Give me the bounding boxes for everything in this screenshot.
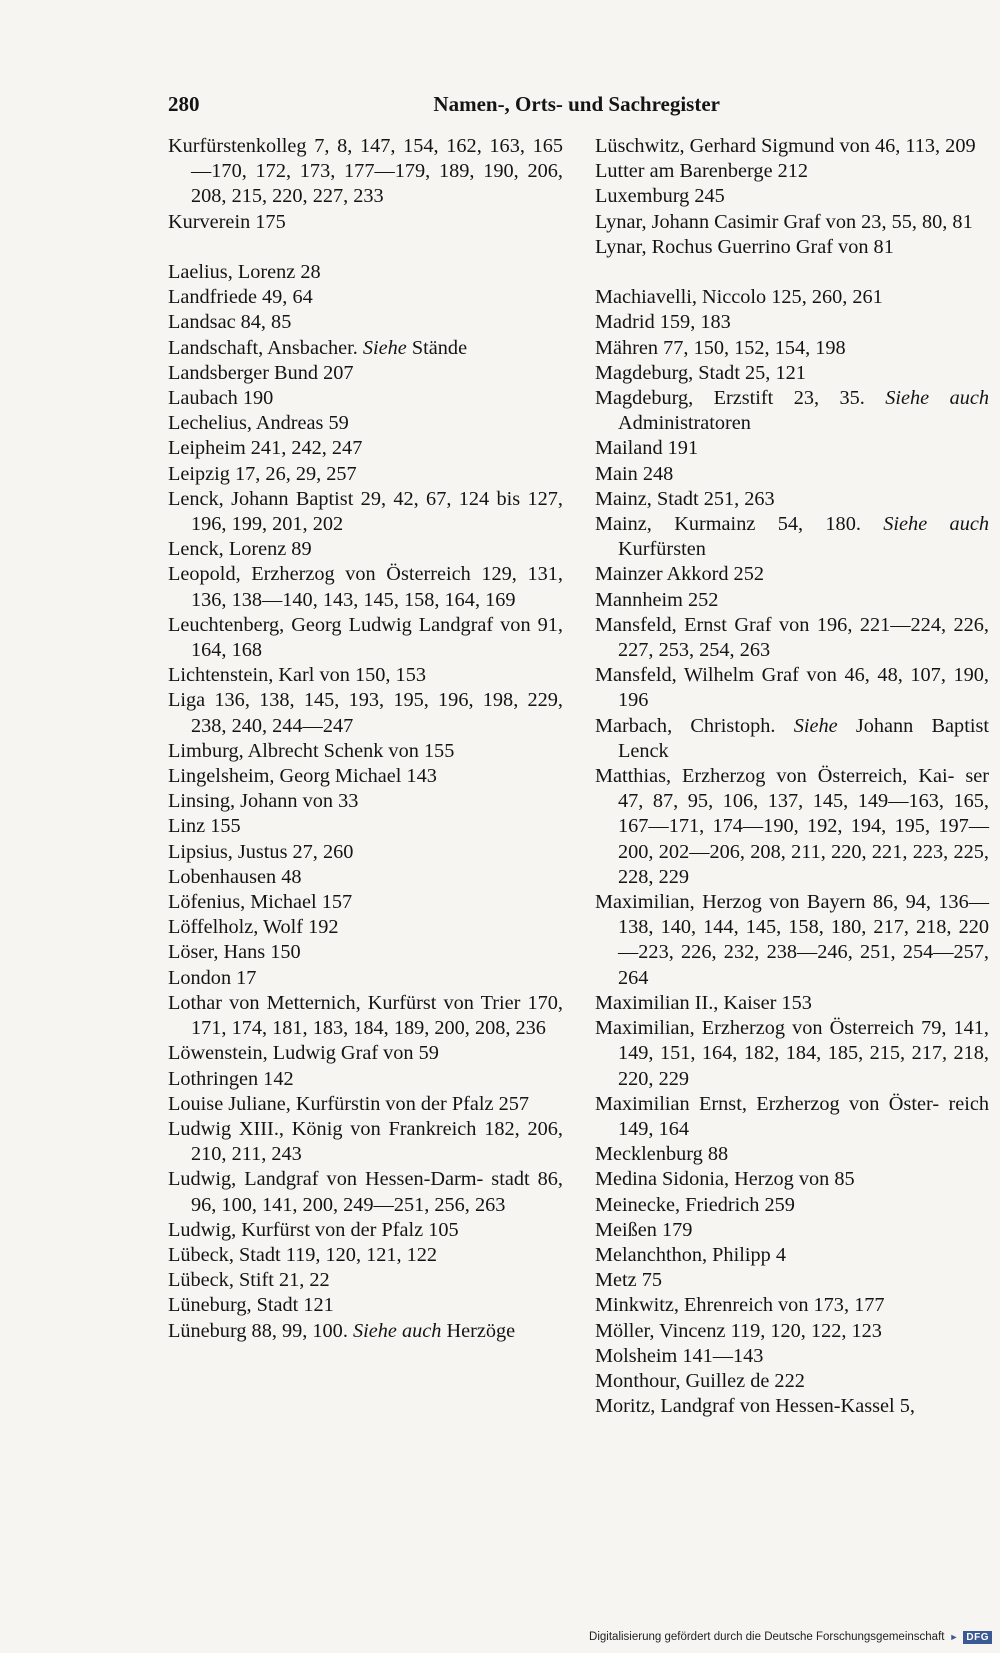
cross-reference-label: Siehe auch — [885, 387, 990, 410]
index-entry-text: Linsing, Johann von 33 — [168, 790, 359, 813]
index-entry — [168, 361, 563, 386]
show-through-text — [410, 58, 414, 78]
index-entry — [168, 134, 563, 210]
cross-reference-target: Herzöge — [446, 1319, 516, 1342]
index-entry — [595, 159, 989, 184]
index-entry — [595, 1092, 989, 1142]
index-entry-text: Landsac 84, 85 — [168, 311, 292, 334]
index-entry-text: Löwenstein, Ludwig Graf von 59 — [168, 1042, 439, 1065]
index-entry — [595, 487, 989, 512]
index-entry — [168, 688, 563, 738]
index-entry — [595, 210, 989, 235]
index-entry-text: Luxemburg 245 — [595, 185, 725, 208]
index-entry — [168, 890, 563, 915]
index-entry — [595, 386, 989, 436]
index-entry-text: Landfriede 49, 64 — [168, 286, 313, 309]
arrow-icon: ► — [949, 1632, 959, 1642]
index-entry-text: Mainzer Akkord 252 — [595, 563, 764, 586]
cross-reference-label: Siehe auch — [352, 1319, 442, 1342]
index-entry-text: Löffelholz, Wolf 192 — [168, 916, 339, 939]
index-entry-text: Mailand 191 — [595, 437, 699, 460]
index-entry — [595, 588, 989, 613]
index-entry-text: Maximilian II., Kaiser 153 — [595, 991, 812, 1014]
index-entry-text: Löfenius, Michael 157 — [168, 891, 353, 914]
index-entry — [595, 1293, 989, 1318]
index-entry-text: Magdeburg, Stadt 25, 121 — [595, 361, 806, 384]
index-entry — [168, 562, 563, 612]
index-entry — [168, 940, 563, 965]
index-entry — [168, 260, 563, 285]
index-entry-text: Landschaft, Ansbacher. — [168, 336, 358, 359]
index-entry-text: Lüneburg, Stadt 121 — [168, 1294, 334, 1317]
index-entry — [168, 915, 563, 940]
index-entry-text: Möller, Vincenz 119, 120, 122, 123 — [595, 1319, 882, 1342]
index-entry — [595, 1268, 989, 1293]
index-entry-text: Monthour, Guillez de 222 — [595, 1369, 805, 1392]
index-entry — [168, 764, 563, 789]
index-entry — [595, 462, 989, 487]
index-entry-text: Kurverein 175 — [168, 210, 286, 233]
index-entry — [168, 210, 563, 235]
index-entry-text: Kurfürstenkolleg 7, 8, 147, 154, 162, 163, 165—170, 172, 173, 177—179, 189, 190, 206, 208, 215, 220, 227, 233 — [168, 135, 563, 208]
index-entry-text: Limburg, Albrecht Schenk von 155 — [168, 739, 455, 762]
index-entry-text: Lynar, Johann Casimir Graf von 23, 55, 80, 81 — [595, 210, 973, 233]
index-entry-text: Lothar von Metternich, Kurfürst von Trier 170, 171, 174, 181, 183, 184, 189, 200, 208, 236 — [168, 991, 563, 1040]
index-column-left — [168, 134, 563, 1344]
index-entry — [595, 1369, 989, 1394]
index-entry-text: Lenck, Johann Baptist 29, 42, 67, 124 bis 127, 196, 199, 201, 202 — [168, 487, 563, 536]
index-entry-text: Main 248 — [595, 462, 674, 485]
index-entry — [595, 1344, 989, 1369]
index-entry — [595, 764, 989, 890]
index-entry — [595, 361, 989, 386]
index-entry-text: Lechelius, Andreas 59 — [168, 412, 349, 435]
index-entry-text: Leipzig 17, 26, 29, 257 — [168, 462, 357, 485]
cross-reference-label: Siehe — [362, 336, 407, 359]
index-entry — [168, 1319, 563, 1344]
index-entry-text: Landsberger Bund 207 — [168, 361, 354, 384]
index-entry — [595, 991, 989, 1016]
index-entry-text: Ludwig, Kurfürst von der Pfalz 105 — [168, 1218, 459, 1241]
index-entry-text: Ludwig, Landgraf von Hessen-Darm- stadt 86, 96, 100, 141, 200, 249—251, 256, 263 — [168, 1168, 563, 1216]
index-entry-text: Lüschwitz, Gerhard Sigmund von 46, 113, 209 — [595, 135, 976, 157]
index-entry — [595, 1167, 989, 1192]
index-entry — [595, 1193, 989, 1218]
index-entry-text: Lübeck, Stift 21, 22 — [168, 1269, 330, 1292]
index-entry-text: Moritz, Landgraf von Hessen-Kassel 5, — [595, 1395, 915, 1418]
index-entry — [595, 310, 989, 335]
index-entry-text: London 17 — [168, 966, 257, 989]
index-entry — [595, 1142, 989, 1167]
index-entry — [168, 1293, 563, 1318]
index-entry-text: Maximilian, Herzog von Bayern 86, 94, 136—138, 140, 144, 145, 158, 180, 217, 218, 220—223, 226, 232, 238—246, 251, 254—257, 264 — [595, 891, 989, 989]
index-entry — [168, 739, 563, 764]
index-entry — [595, 613, 989, 663]
index-entry — [168, 411, 563, 436]
index-entry-text: Lynar, Rochus Guerrino Graf von 81 — [595, 235, 894, 258]
dfg-logo: DFG — [963, 1631, 992, 1644]
index-entry — [168, 336, 563, 361]
index-entry-text: Linz 155 — [168, 815, 241, 838]
index-entry-text: Molsheim 141—143 — [595, 1344, 764, 1367]
index-entry — [595, 336, 989, 361]
page-number: 280 — [168, 92, 200, 116]
cross-reference-target: Kurfürsten — [618, 538, 706, 561]
index-entry — [595, 235, 989, 260]
index-entry — [168, 840, 563, 865]
index-entry — [168, 663, 563, 688]
index-entry — [168, 1268, 563, 1293]
index-entry-text: Lüneburg 88, 99, 100. — [168, 1319, 348, 1342]
digitization-footer — [589, 1629, 992, 1645]
index-entry-text: Melanchthon, Philipp 4 — [595, 1243, 786, 1266]
index-entry-text: Mecklenburg 88 — [595, 1143, 729, 1166]
index-entry-text: Mansfeld, Wilhelm Graf von 46, 48, 107, 190, 196 — [595, 664, 989, 712]
index-entry — [168, 1092, 563, 1117]
index-entry — [168, 487, 563, 537]
index-entry — [595, 714, 989, 764]
index-entry — [168, 814, 563, 839]
index-entry-text: Leuchtenberg, Georg Ludwig Landgraf von 91, 164, 168 — [168, 613, 563, 662]
index-entry — [168, 789, 563, 814]
cross-reference-label: Siehe auch — [883, 513, 989, 536]
index-entry — [595, 1218, 989, 1243]
index-entry-text: Mainz, Stadt 251, 263 — [595, 487, 775, 510]
index-entry — [595, 1016, 989, 1092]
index-entry-text: Lobenhausen 48 — [168, 865, 302, 888]
index-entry — [168, 1067, 563, 1092]
cross-reference-target: Administratoren — [618, 412, 751, 435]
index-entry-text: Leopold, Erzherzog von Österreich 129, 131, 136, 138—140, 143, 145, 158, 164, 169 — [168, 563, 563, 611]
index-entry-text: Lipsius, Justus 27, 260 — [168, 840, 354, 863]
index-entry — [595, 436, 989, 461]
index-entry — [168, 1243, 563, 1268]
index-entry-text: Mansfeld, Ernst Graf von 196, 221—224, 226, 227, 253, 254, 263 — [595, 613, 989, 662]
index-entry-text: Maximilian, Erzherzog von Österreich 79, 141, 149, 151, 164, 182, 184, 185, 215, 217, 218, 220, 229 — [595, 1017, 989, 1090]
index-entry — [595, 134, 989, 159]
index-entry-text: Minkwitz, Ehrenreich von 173, 177 — [595, 1294, 885, 1317]
cross-reference-target: Stände — [411, 336, 468, 359]
index-entry-text: Lingelsheim, Georg Michael 143 — [168, 765, 437, 788]
index-entry — [168, 966, 563, 991]
index-entry — [168, 1117, 563, 1167]
index-entry-text: Louise Juliane, Kurfürstin von der Pfalz 257 — [168, 1092, 530, 1115]
index-entry-text: Lichtenstein, Karl von 150, 153 — [168, 664, 426, 687]
running-head: Namen-, Orts- und Sachregister — [433, 92, 720, 116]
index-entry-text: Meinecke, Friedrich 259 — [595, 1193, 795, 1216]
index-entry — [595, 1243, 989, 1268]
index-entry-text: Lutter am Barenberge 212 — [595, 160, 809, 183]
index-entry — [595, 285, 989, 310]
cross-reference-target: Johann Baptist Lenck — [618, 714, 989, 762]
index-entry-text: Mannheim 252 — [595, 588, 719, 611]
index-entry-text: Lothringen 142 — [168, 1067, 294, 1090]
index-entry-text: Marbach, Christoph. — [595, 714, 776, 737]
page-header — [168, 92, 720, 120]
index-entry — [168, 991, 563, 1041]
index-entry — [168, 386, 563, 411]
index-entry-text: Medina Sidonia, Herzog von 85 — [595, 1168, 855, 1191]
index-entry — [168, 285, 563, 310]
index-entry-text: Mainz, Kurmainz 54, 180. — [595, 513, 861, 536]
index-entry-text: Löser, Hans 150 — [168, 941, 301, 964]
index-entry-text: Leipheim 241, 242, 247 — [168, 437, 363, 460]
index-entry — [168, 436, 563, 461]
index-entry-text: Madrid 159, 183 — [595, 311, 731, 334]
index-entry — [168, 310, 563, 335]
index-entry — [168, 865, 563, 890]
index-entry — [168, 462, 563, 487]
index-entry — [168, 613, 563, 663]
index-entry-text: Liga 136, 138, 145, 193, 195, 196, 198, 229, 238, 240, 244—247 — [168, 689, 563, 737]
index-entry-text: Laubach 190 — [168, 387, 274, 410]
index-entry-text: Mähren 77, 150, 152, 154, 198 — [595, 336, 846, 359]
index-entry-text: Lübeck, Stadt 119, 120, 121, 122 — [168, 1243, 438, 1266]
cross-reference-label: Siehe — [793, 714, 838, 737]
index-entry — [595, 1394, 989, 1419]
index-entry — [595, 184, 989, 209]
index-entry — [168, 1218, 563, 1243]
index-entry — [595, 562, 989, 587]
index-entry-text: Metz 75 — [595, 1269, 663, 1292]
index-entry-text: Machiavelli, Niccolo 125, 260, 261 — [595, 286, 883, 309]
index-entry-text: Ludwig XIII., König von Frankreich 182, 206, 210, 211, 243 — [168, 1117, 563, 1166]
index-entry — [595, 890, 989, 991]
index-entry — [168, 537, 563, 562]
index-column-right — [595, 134, 989, 1419]
index-entry-text: Matthias, Erzherzog von Österreich, Kai- ser 47, 87, 95, 106, 137, 145, 149—163, 165, 167—171, 174—190, 192, 194, 195, 197—200, 202—206, 208, 211, 220, 221, 223, 225, 228, 229 — [595, 765, 989, 888]
index-entry-text: Magdeburg, Erzstift 23, 35. — [595, 387, 865, 410]
index-entry — [595, 512, 989, 562]
index-entry — [168, 1041, 563, 1066]
index-entry-text: Meißen 179 — [595, 1218, 693, 1241]
index-entry — [595, 1319, 989, 1344]
index-entry — [168, 1167, 563, 1217]
index-entry — [595, 663, 989, 713]
footer-credit: Digitalisierung gefördert durch die Deutsche Forschungsgemeinschaft — [589, 1631, 945, 1643]
index-entry-text: Laelius, Lorenz 28 — [168, 261, 321, 283]
index-entry-text: Maximilian Ernst, Erzherzog von Öster- reich 149, 164 — [595, 1092, 989, 1140]
index-entry-text: Lenck, Lorenz 89 — [168, 538, 312, 561]
